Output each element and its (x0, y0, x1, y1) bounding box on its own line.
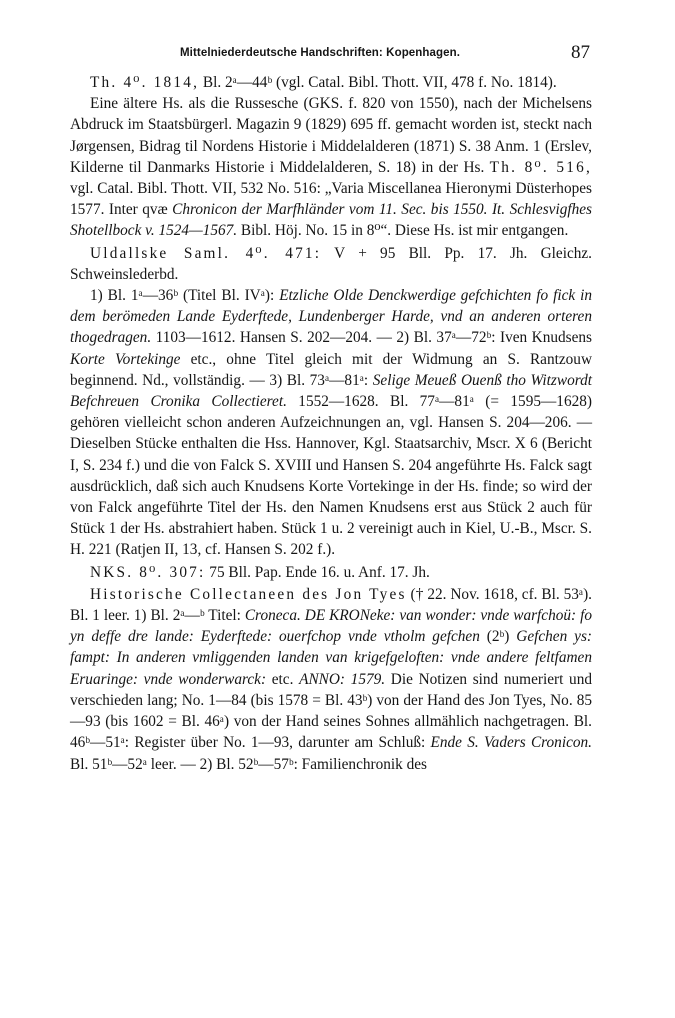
document-page (70, 36, 592, 775)
paragraph (70, 72, 592, 93)
text-run: V + 95 Bll. Pp. 17. Jh. Gleichz. Schweinslederbd. (70, 244, 592, 283)
text-run: vgl. Catal. Bibl. Thott. VII, 532 No. 516: „Varia Miscellanea Hieronymi Düsterhopes 1577. Inter qvæ (70, 180, 592, 219)
spaced-run: NKS. 8⁰. 307: (90, 563, 206, 581)
text-run: Bl. 2ᵃ—44ᵇ (vgl. Catal. Bibl. Thott. VII, 478 f. No. 1814). (199, 74, 557, 91)
italic-run: Chronicon der Marfhländer vom 11. Sec. bis 1550. It. Schlesvigfhes Shotellbock v. 1524—1567. (70, 201, 592, 240)
text-run: Bibl. Höj. No. 15 in 8⁰“. Diese Hs. ist mir entgangen. (237, 222, 569, 240)
text-run: etc. (266, 670, 300, 688)
text-run: 1552—1628. Bl. 77ᵃ—81ᵃ (= 1595—1628) gehören vielleicht schon anderen Aufzeichnungen an, vgl. Hansen S. 204—206. — Dieselben Stücke enthalten die Hss. Hannover, Kgl. Staatsarchiv, Mscr. X 6 (Bericht I, S. 234 f.) und die von Falck S. XVIII und Hansen S. 204 angeführte Hs. Falck sagt ausdrücklich, daß sich auch Knudsens Korte Vortekinge in der Hs. finde; so wird der von Falck angeführte Titel der Hs. den Namen Knudsens erst aus Stück 2 auch für Stück 1 der Hs. abstrahiert haben. Stück 1 u. 2 vereinigt auch in Kiel, U.-B., Mscr. S. H. 221 (Ratjen II, 13, cf. Hansen S. 202 f.). (70, 393, 592, 559)
paragraph (70, 243, 592, 285)
paragraph (70, 584, 592, 775)
italic-run: Croneca. DE KRONeke: van wonder: vnde warfchoü: fo yn deffe dre lande: Eyderftede: ouerfchop vnde vtholm gefchen (70, 607, 592, 646)
italic-run: Ende S. Vaders Cronicon. (430, 734, 592, 752)
italic-run: Gefchen ys: fampt: In anderen vmliggenden landen van krigefgeloften: vnde andere feltfamen Eruaringe: vnde wonderwarck: (70, 628, 592, 688)
italic-run: Etzliche Olde Denckwerdige gefchichten fo fick in dem berömeden Lande Eyderftede, Lundenberger Harde, vnd an anderen orteren thogedragen. (70, 287, 592, 347)
page-number: 87 (571, 42, 590, 63)
italic-run: ANNO: 1579. (299, 670, 386, 688)
body-text (70, 72, 592, 775)
running-head (70, 36, 592, 72)
text-run: (2ᵇ) (479, 628, 517, 646)
spaced-run: Uldallske Saml. 4⁰. 471: (90, 244, 322, 262)
running-title: Mittelniederdeutsche Handschriften: Kopenhagen. (180, 47, 461, 59)
text-run: 75 Bll. Pap. Ende 16. u. Anf. 17. Jh. (205, 563, 430, 581)
text-run: Bl. 51ᵇ—52ᵃ leer. — 2) Bl. 52ᵇ—57ᵇ: Familienchronik des (70, 755, 428, 773)
paragraph (70, 285, 592, 561)
spaced-run: Th. 4⁰. 1814, (90, 74, 200, 91)
text-run: 1) Bl. 1ᵃ—36ᵇ (Titel Bl. IVᵃ): (90, 287, 280, 305)
text-run: 1103—1612. Hansen S. 202—204. — 2) Bl. 37ᵃ—72ᵇ: Iven Knudsens (151, 329, 592, 347)
paragraph (70, 562, 592, 583)
spaced-run: Historische Collectaneen des Jon Tyes (90, 585, 407, 603)
italic-run: Korte Vortekinge (70, 350, 181, 368)
spaced-run: Th. 8⁰. 516, (489, 158, 592, 176)
italic-run: Selige Meueß Ouenß tho Witzwordt Befchreuen Cronika Collectieret. (70, 371, 592, 411)
paragraph (70, 93, 592, 241)
text-run: etc., ohne Titel gleich mit der Widmung an S. Rantzouw beginnend. Nd., vollständig. — 3) Bl. 73ᵃ—81ᵃ: (70, 350, 592, 389)
text-run: Eine ältere Hs. als die Russesche (GKS. f. 820 von 1550), nach der Michelsens Abdruck im Staatsbürgerl. Magazin 9 (1829) 695 ff. gemacht worden ist, steckt nach Jørgensen, Bidrag til Nordens Historie i Middelalderen (1871) S. 38 Anm. 1 (Erslev, Kilderne til Danmarks Historie i Middelalderen, S. 18) in der Hs. (70, 95, 592, 176)
text-run: († 22. Nov. 1618, cf. Bl. 53ᵃ). Bl. 1 leer. 1) Bl. 2ᵃ—ᵇ Titel: (70, 585, 593, 625)
text-run: Die Notizen sind numeriert und verschieden lang; No. 1—84 (bis 1578 = Bl. 43ᵇ) von der Hand des Jon Tyes, No. 85—93 (bis 1602 = Bl. 46ᵃ) von der Hand seines Sohnes allmählich nachgetragen. Bl. 46ᵇ—51ᵃ: Register über No. 1—93, darunter am Schluß: (70, 670, 592, 752)
